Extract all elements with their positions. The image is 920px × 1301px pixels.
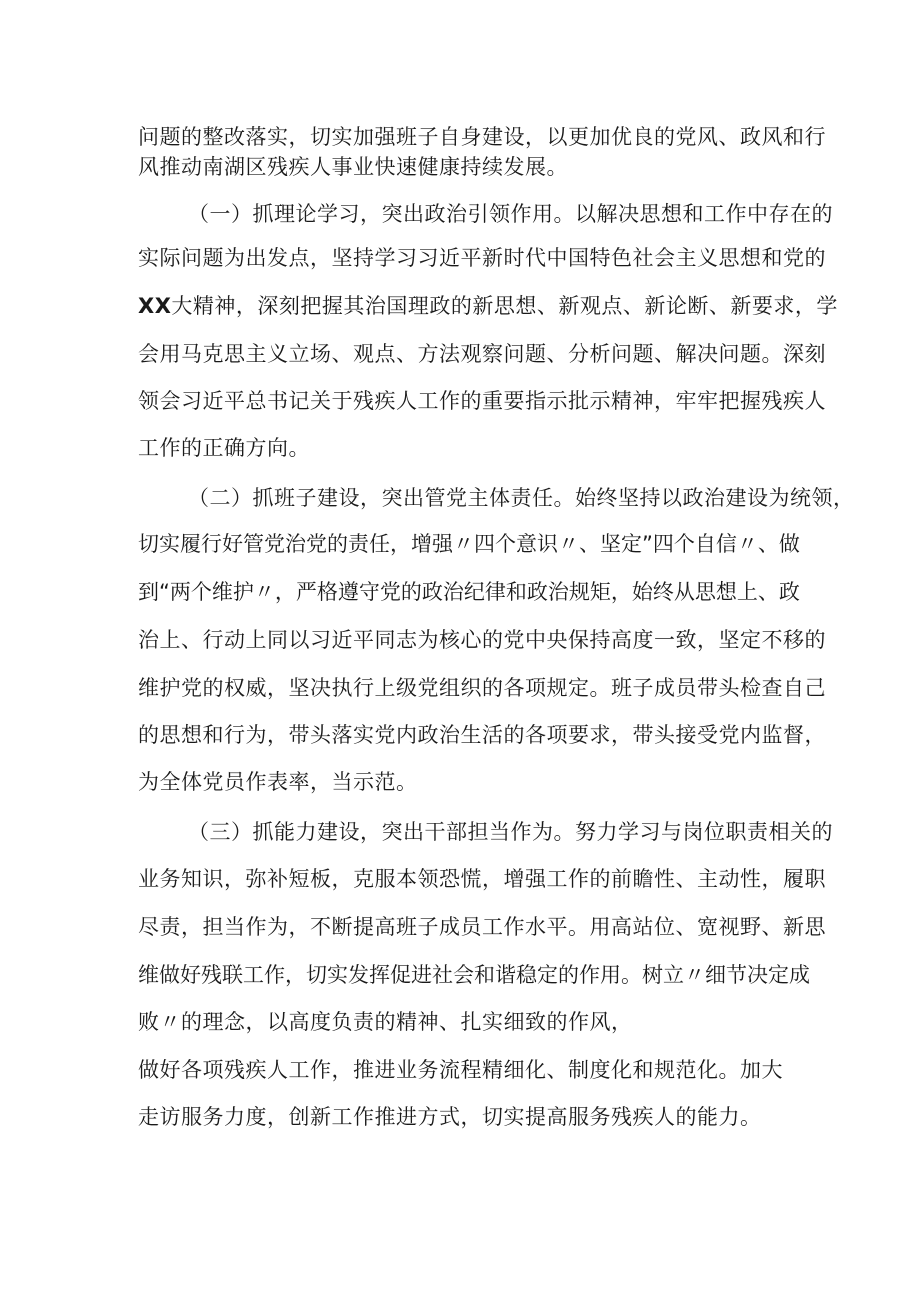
text-line-5 <box>138 292 838 320</box>
text-line-18: 尽责，担当作为，不断提高班子成员工作水平。用高站位、宽视野、新思 <box>138 915 826 939</box>
text-line-22: 走访服务力度，创新工作推进方式，切实提高服务残疾人的能力。 <box>138 1105 762 1129</box>
text-line-6: 会用马克思主义立场、观点、方法观察问题、分析问题、解决问题。深刻 <box>138 342 826 366</box>
text-line-2: 风推动南湖区残疾人事业快速健康持续发展。 <box>138 155 568 179</box>
text-line-17: 业务知识，弥补短板，克服本领恐慌，增强工作的前瞻性、主动性，履职 <box>138 867 826 891</box>
paragraph-2-heading-line: （二）抓班子建设，突出管党主体责任。始终坚持以政治建设为统领， <box>188 486 855 510</box>
text-line-11: 到“两个维护〃，严格遵守党的政治纪律和政治规矩，始终从思想上、政 <box>138 580 800 604</box>
text-line-13: 维护党的权威，坚决执行上级党组织的各项规定。班子成员带头检查自己 <box>138 676 826 700</box>
text-line-21: 做好各项残疾人工作，推进业务流程精细化、制度化和规范化。加大 <box>138 1058 783 1082</box>
text-line-15: 为全体党员作表率，当示范。 <box>138 770 418 794</box>
text-line-1: 问题的整改落实，切实加强班子自身建设，以更加优良的党风、政风和行 <box>138 125 826 149</box>
text-line-12: 治上、行动上同以习近平同志为核心的党中央保持高度一致，坚定不移的 <box>138 628 826 652</box>
text-line-7: 领会习近平总书记关于残疾人工作的重要指示批示精神，牢牢把握残疾人 <box>138 389 826 413</box>
text-line-8: 工作的正确方向。 <box>138 436 310 460</box>
paragraph-3-heading-line: （三）抓能力建设，突出干部担当作为。努力学习与岗位职责相关的 <box>188 820 833 844</box>
text-line-19: 维做好残联工作，切实发挥促进社会和谐稳定的作用。树立〃细节决定成 <box>138 963 810 987</box>
text-line-5-rest: 大精神，深刻把握其治国理政的新思想、新观点、新论断、新要求，学 <box>171 294 838 318</box>
paragraph-1-heading-line: （一）抓理论学习，突出政治引领作用。以解决思想和工作中存在的 <box>188 202 833 226</box>
xx-placeholder: XX <box>138 294 172 318</box>
text-line-20: 败〃的理念，以高度负责的精神、扎实细致的作风， <box>138 1010 633 1034</box>
text-line-4: 实际问题为出发点，坚持学习习近平新时代中国特色社会主义思想和党的 <box>138 246 826 270</box>
text-line-10: 切实履行好管党治党的责任，增强〃四个意识〃、坚定”四个自信〃、做 <box>138 532 800 556</box>
text-line-14: 的思想和行为，带头落实党内政治生活的各项要求，带头接受党内监督， <box>138 723 826 747</box>
